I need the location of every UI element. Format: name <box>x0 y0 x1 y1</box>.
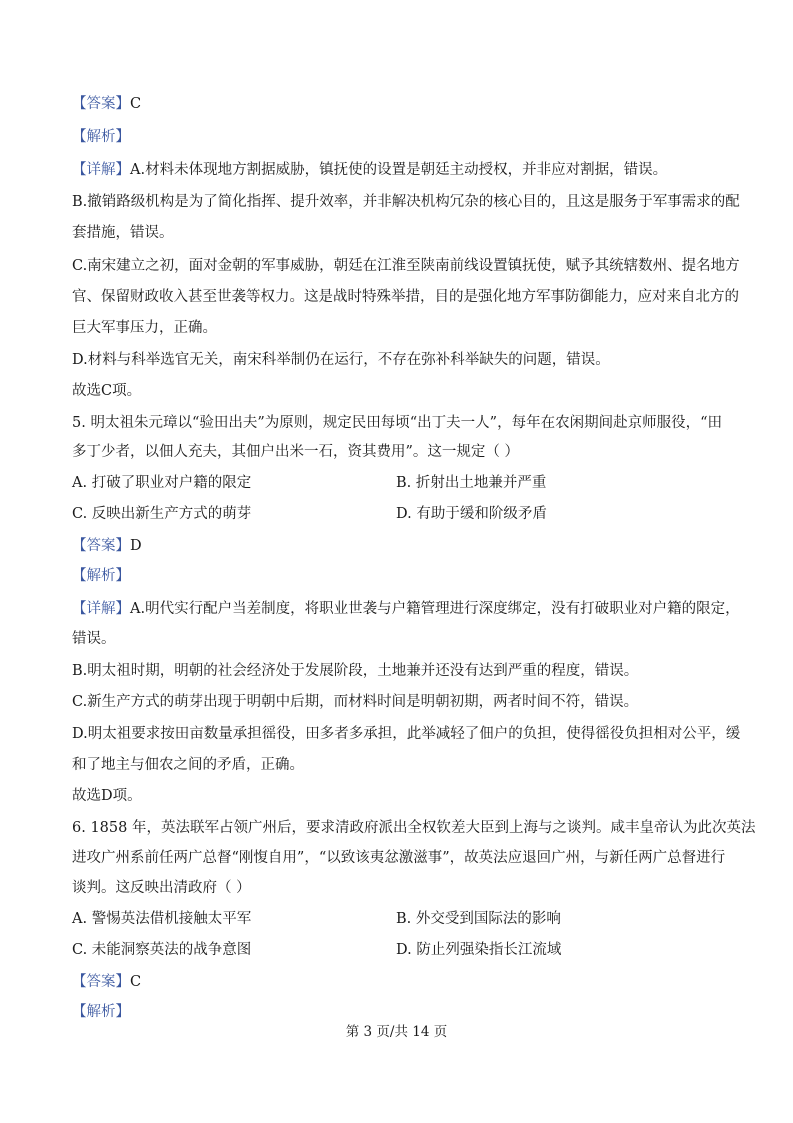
q6-analysis-label: 【解析】 <box>72 1004 130 1020</box>
q5-detail-d-1: D.明太祖要求按田亩数量承担徭役，田多者多承担，此举减轻了佃户的负担，使得徭役负担相对公平，缓 <box>72 726 741 742</box>
q5-option-c: C. 反映出新生产方式的萌芽 <box>72 506 252 522</box>
answer-value: C <box>130 974 142 990</box>
detail-label: 【详解】 <box>72 601 130 617</box>
page-footer: 第 3 页/共 14 页 <box>345 1024 448 1040</box>
answer-value: C <box>130 96 142 112</box>
q4-detail-c-3: 巨大军事压力，正确。 <box>72 320 217 336</box>
q5-detail-d-2: 和了地主与佃农之间的矛盾，正确。 <box>72 757 304 773</box>
q4-detail-d: D.材料与科举选官无关，南宋科举制仍在运行，不存在弥补科举缺失的问题，错误。 <box>72 352 610 368</box>
answer-label: 【答案】 <box>72 96 130 112</box>
answer-label: 【答案】 <box>72 974 130 990</box>
q4-analysis-label: 【解析】 <box>72 129 130 145</box>
q5-detail-a-1 <box>72 599 740 619</box>
q6-answer-line <box>72 972 141 992</box>
q5-detail-a-2: 错误。 <box>72 631 116 647</box>
q5-analysis-label: 【解析】 <box>72 568 130 584</box>
q5-conclusion: 故选D项。 <box>72 788 142 804</box>
q5-detail-a-text: A.明代实行配户当差制度，将职业世袭与户籍管理进行深度绑定，没有打破职业对户籍的限定， <box>130 601 740 617</box>
q5-stem-1: 5. 明太祖朱元璋以“验田出夫”为原则，规定民田每顷“出丁夫一人”，每年在农闲期间赴京师服役，“田 <box>72 415 723 431</box>
q6-stem-3: 谈判。这反映出清政府（ ） <box>72 880 251 896</box>
q4-detail-b-2: 套措施，错误。 <box>72 225 174 241</box>
q5-option-b: B. 折射出土地兼并严重 <box>396 475 547 491</box>
q6-option-c: C. 未能洞察英法的战争意图 <box>72 942 252 958</box>
q4-detail-c-1: C.南宋建立之初，面对金朝的军事威胁，朝廷在江淮至陕南前线设置镇抚使，赋予其统辖数州、提名地方 <box>72 258 740 274</box>
answer-value: D <box>130 538 142 554</box>
q5-detail-c: C.新生产方式的萌芽出现于明朝中后期，而材料时间是明朝初期，两者时间不符，错误。 <box>72 694 639 710</box>
q4-detail-a <box>72 160 667 180</box>
q6-stem-2: 进攻广州系前任两广总督“刚愎自用”，“以致该夷忿激滋事”，故英法应退回广州，与新任两广总督进行 <box>72 850 726 866</box>
q5-detail-b: B.明太祖时期，明朝的社会经济处于发展阶段，土地兼并还没有达到严重的程度，错误。 <box>72 663 639 679</box>
answer-label: 【答案】 <box>72 538 130 554</box>
q6-option-d: D. 防止列强染指长江流域 <box>396 942 562 958</box>
q4-detail-b-1: B.撤销路级机构是为了简化指挥、提升效率，并非解决机构冗杂的核心目的，且这是服务于军事需求的配 <box>72 194 740 210</box>
detail-label: 【详解】 <box>72 162 130 178</box>
q6-option-b: B. 外交受到国际法的影响 <box>396 911 561 927</box>
q4-detail-c-2: 官、保留财政收入甚至世袭等权力。这是战时特殊举措，目的是强化地方军事防御能力，应对来自北方的 <box>72 289 739 305</box>
q4-detail-a-text: A.材料未体现地方割据威胁，镇抚使的设置是朝廷主动授权，并非应对割据，错误。 <box>130 162 668 178</box>
q6-option-a: A. 警惕英法借机接触太平军 <box>72 911 252 927</box>
q5-stem-2: 多丁少者，以佃人充夫，其佃户出米一石，资其费用”。这一规定（ ） <box>72 444 520 460</box>
q5-option-a: A. 打破了职业对户籍的限定 <box>72 475 252 491</box>
q4-conclusion: 故选C项。 <box>72 383 142 399</box>
q5-answer-line <box>72 536 142 556</box>
q4-answer-line <box>72 94 141 114</box>
q6-stem-1: 6. 1858 年，英法联军占领广州后，要求清政府派出全权钦差大臣到上海与之谈判。咸丰皇帝认为此次英法 <box>72 820 756 836</box>
q5-option-d: D. 有助于缓和阶级矛盾 <box>396 506 547 522</box>
